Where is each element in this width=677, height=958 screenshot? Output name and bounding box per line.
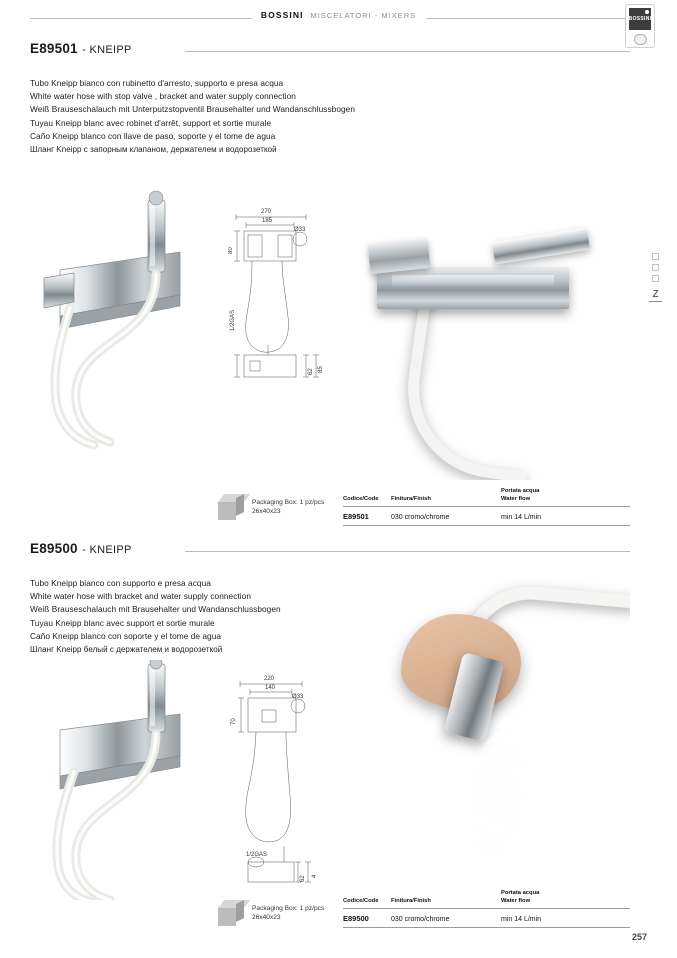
spec-header-code-1: Codice/Code [343, 496, 379, 502]
photo-2-wood-background [343, 578, 630, 863]
index-mark-3 [652, 275, 659, 282]
logo-pill-icon [634, 34, 647, 45]
title-divider-1 [185, 51, 630, 52]
logo-mark: BOSSINI [629, 8, 651, 30]
spec-header-flow-1 [501, 487, 630, 503]
spec-flow-1: min 14 L/min [501, 514, 542, 521]
desc2-ru: Шланг Kneipp белый с держателем и водорозеткой [30, 645, 223, 655]
product-name-1: - KNEIPP [82, 44, 132, 56]
spec-table-1 [343, 487, 630, 526]
desc-es: Caño Kneipp blanco con llave de paso, soporte y el tome de agua [30, 130, 276, 141]
dimension-drawing-2 [228, 670, 333, 900]
spec-finish-1: 030 cromo/chrome [391, 514, 450, 521]
dim-thread-2: 1/2GAS [246, 852, 268, 858]
desc-it: Tubo Kneipp bianco con rubinetto d'arresto, supporto e presa acqua [30, 78, 284, 88]
dim-height-2: 70 [231, 718, 237, 725]
spec-header-flow-l1-2: Portata acqua [501, 890, 540, 896]
product-photo-2 [343, 578, 630, 863]
dim-width-outer-1: 270 [261, 209, 272, 215]
dim-width-inner-2: 140 [265, 685, 276, 691]
product-section-1 [30, 40, 630, 156]
product-name-2: - KNEIPP [82, 544, 132, 556]
packaging-text-2 [252, 904, 324, 922]
desc-en: White water hose with stop valve , bracket and water supply connection [30, 91, 296, 102]
packaging-label-2: Packaging Box: 1 pz/pcs [252, 905, 325, 912]
header-center [251, 10, 426, 20]
product-code-2: E89500 [30, 541, 78, 556]
desc-ru: Шланг Kneipp с запорным клапаном, держателем и водорозеткой [30, 145, 277, 155]
spec-table-2 [343, 889, 630, 928]
dim-diameter-2: Ø33 [292, 694, 304, 700]
index-mark-1 [652, 253, 659, 260]
desc2-es: Caño Kneipp blanco con soporte y el tome de agua [30, 630, 222, 641]
page-header [30, 10, 647, 28]
photo-1-wall-plate [377, 267, 569, 309]
desc2-it: Tubo Kneipp bianco con supporto e presa acqua [30, 578, 211, 588]
spec-data-row-2 [343, 909, 630, 928]
spec-header-flow-2 [501, 889, 630, 905]
desc2-en: White water hose with bracket and water supply connection [30, 591, 251, 602]
product-photo-1 [343, 155, 630, 480]
packaging-text-1 [252, 498, 324, 516]
dim-height-1: 80 [228, 247, 234, 254]
spec-header-flow-l2-1: Water flow [501, 496, 531, 502]
packaging-info-1 [218, 494, 324, 520]
page-number: 257 [631, 932, 647, 942]
dim-width-outer-2: 220 [264, 676, 275, 682]
index-mark-2 [652, 264, 659, 271]
spec-flow-2: min 14 L/min [501, 916, 542, 923]
spec-header-row-2 [343, 889, 630, 908]
spec-code-2: E89500 [343, 914, 369, 923]
product-title-row-1 [30, 40, 630, 60]
product-title-row-2 [30, 540, 630, 560]
photo-2-water-stream [459, 724, 535, 861]
dim-depth-b-2: 62 [300, 875, 306, 882]
box-icon [218, 494, 244, 520]
desc-de: Weiß Brauseschalauch mit Unterputzstopventil Brausehalter und Wandanschlussbogen [30, 104, 355, 115]
header-subtitle: MISCELATORI - MIXERS [310, 11, 417, 20]
photo-1-valve-handle [368, 238, 431, 274]
photo-1-shower-head [492, 228, 590, 265]
spec-header-row-1 [343, 487, 630, 506]
box-icon [218, 900, 244, 926]
photo-1-wood-background [343, 155, 630, 480]
desc-fr: Tuyau Kneipp blanc avec robinet d'arrêt, support et sortie murale [30, 117, 272, 128]
spec-header-flow-l2-2: Water flow [501, 898, 531, 904]
spec-header-finish-1: Finitura/Finish [391, 496, 431, 502]
dim-thread-1: 1/2GAS [230, 309, 236, 331]
desc2-fr: Tuyau Kneipp blanc avec support et sortie murale [30, 617, 215, 628]
packaging-info-2 [218, 900, 324, 926]
brand-name: BOSSINI [260, 10, 304, 20]
index-letter: Z [649, 289, 662, 302]
spec-header-finish-2: Finitura/Finish [391, 898, 431, 904]
dim-depth-b-1: 62 [308, 368, 314, 375]
spec-data-row-1 [343, 507, 630, 526]
spec-code-1: E89501 [343, 512, 369, 521]
dimension-drawing-1 [228, 205, 333, 395]
dim-depth-a-2: 4 [312, 874, 318, 878]
title-divider-2 [185, 551, 630, 552]
side-index [649, 253, 662, 302]
spec-header-flow-l1-1: Portata acqua [501, 488, 540, 494]
spec-header-code-2: Codice/Code [343, 898, 379, 904]
packaging-label-1: Packaging Box: 1 pz/pcs [252, 499, 325, 506]
dim-depth-a-1: 85 [318, 366, 324, 373]
product-description-1 [30, 77, 630, 156]
product-code-1: E89501 [30, 41, 78, 56]
packaging-size-1: 26x40x23 [252, 508, 281, 515]
dim-diameter-1: Ø33 [294, 227, 306, 233]
dim-width-inner-1: 185 [262, 218, 273, 224]
packaging-size-2: 26x40x23 [252, 914, 281, 921]
desc2-de: Weiß Brauseschalauch mit Brausehalter und Wandanschlussbogen [30, 604, 281, 615]
spec-finish-2: 030 cromo/chrome [391, 916, 450, 923]
